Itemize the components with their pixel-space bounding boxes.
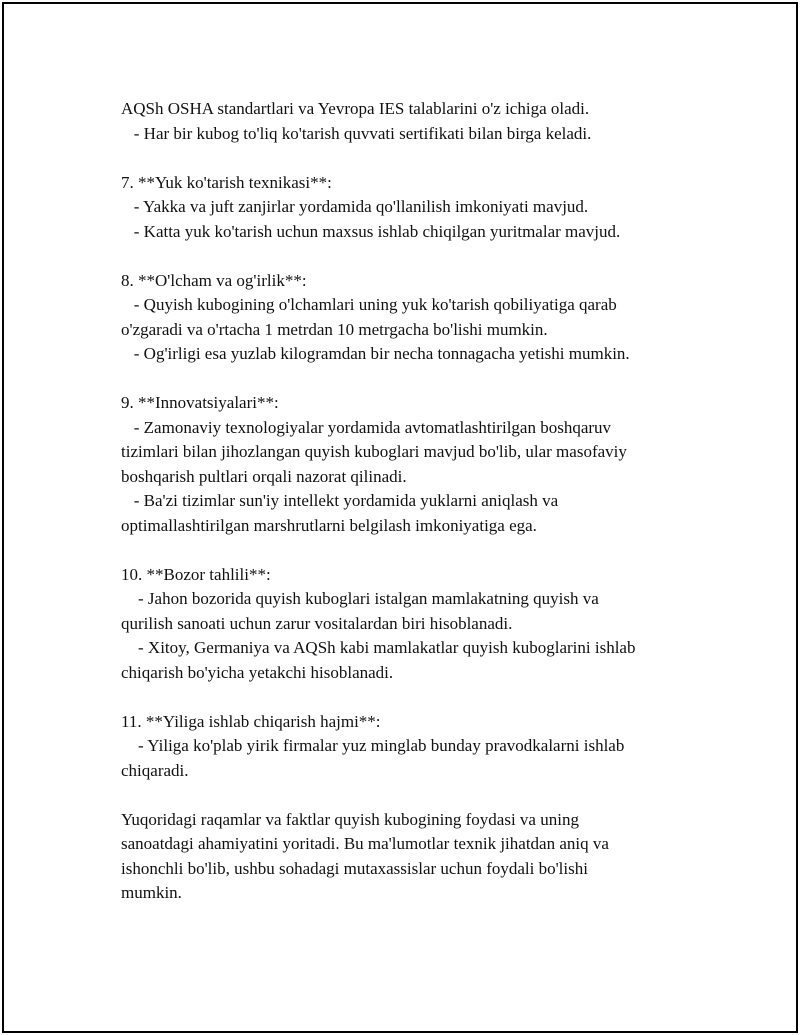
conclusion-block	[121, 808, 721, 906]
paragraph-gap	[121, 146, 721, 171]
text-line: mumkin.	[121, 883, 182, 902]
text-line: - Xitoy, Germaniya va AQSh kabi mamlakatlar quyish kuboglarini ishlab	[121, 638, 636, 657]
text-line: o'zgaradi va o'rtacha 1 metrdan 10 metrgacha bo'lishi mumkin.	[121, 319, 548, 339]
text-line: optimallashtirilgan marshrutlarni belgilash imkoniyatiga ega.	[121, 515, 537, 535]
text-line: - Har bir kubog to'liq ko'tarish quvvati sertifikati bilan birga keladi.	[121, 123, 592, 143]
text-line: chiqaradi.	[121, 760, 189, 780]
text-line: - Zamonaviy texnologiyalar yordamida avtomatlashtirilgan boshqaruv	[121, 417, 612, 437]
section-11-block	[121, 710, 721, 784]
text-line: - Quyish kubogining o'lchamlari uning yuk ko'tarish qobiliyatiga qarab	[121, 295, 617, 314]
paragraph-gap	[121, 244, 721, 269]
paragraph-gap	[121, 538, 721, 563]
paragraph-gap	[121, 367, 721, 392]
intro-continued-block	[121, 97, 721, 146]
section-heading: 10. **Bozor tahlili**:	[121, 564, 271, 584]
paragraph-gap	[121, 685, 721, 710]
text-line: Yuqoridagi raqamlar va faktlar quyish kubogining foydasi va uning	[121, 809, 579, 829]
text-line: qurilish sanoati uchun zarur vositalardan biri hisoblanadi.	[121, 613, 513, 633]
text-line: ishonchli bo'lib, ushbu sohadagi mutaxassislar uchun foydali bo'lishi	[121, 858, 588, 878]
section-9-block	[121, 391, 721, 538]
section-7-block	[121, 171, 721, 245]
text-line: - Og'irligi esa yuzlab kilogramdan bir necha tonnagacha yetishi mumkin.	[121, 344, 630, 363]
text-line: chiqarish bo'yicha yetakchi hisoblanadi.	[121, 662, 394, 682]
page-frame	[2, 2, 798, 1033]
text-line: - Yakka va juft zanjirlar yordamida qo'llanilish imkoniyati mavjud.	[121, 197, 589, 216]
text-line: - Yiliga ko'plab yirik firmalar yuz minglab bunday pravodkalarni ishlab	[121, 736, 625, 755]
text-line: sanoatdagi ahamiyatini yoritadi. Bu ma'lumotlar texnik jihatdan aniq va	[121, 834, 609, 853]
section-heading: 8. **O'lcham va og'irlik**:	[121, 270, 307, 290]
text-line: - Ba'zi tizimlar sun'iy intellekt yordamida yuklarni aniqlash va	[121, 491, 559, 510]
section-heading: 7. **Yuk ko'tarish texnikasi**:	[121, 172, 332, 192]
text-line: AQSh OSHA standartlari va Yevropa IES talablarini o'z ichiga oladi.	[121, 99, 590, 118]
document-body	[121, 97, 721, 906]
section-heading: 11. **Yiliga ishlab chiqarish hajmi**:	[121, 711, 381, 731]
section-10-block	[121, 563, 721, 686]
text-line: - Jahon bozorida quyish kuboglari istalgan mamlakatning quyish va	[121, 589, 599, 608]
section-heading: 9. **Innovatsiyalari**:	[121, 393, 279, 412]
text-line: tizimlari bilan jihozlangan quyish kuboglari mavjud bo'lib, ular masofaviy	[121, 442, 627, 461]
section-8-block	[121, 269, 721, 367]
text-line: - Katta yuk ko'tarish uchun maxsus ishlab chiqilgan yuritmalar mavjud.	[121, 221, 621, 241]
paragraph-gap	[121, 783, 721, 808]
text-line: boshqarish pultlari orqali nazorat qilinadi.	[121, 466, 407, 486]
